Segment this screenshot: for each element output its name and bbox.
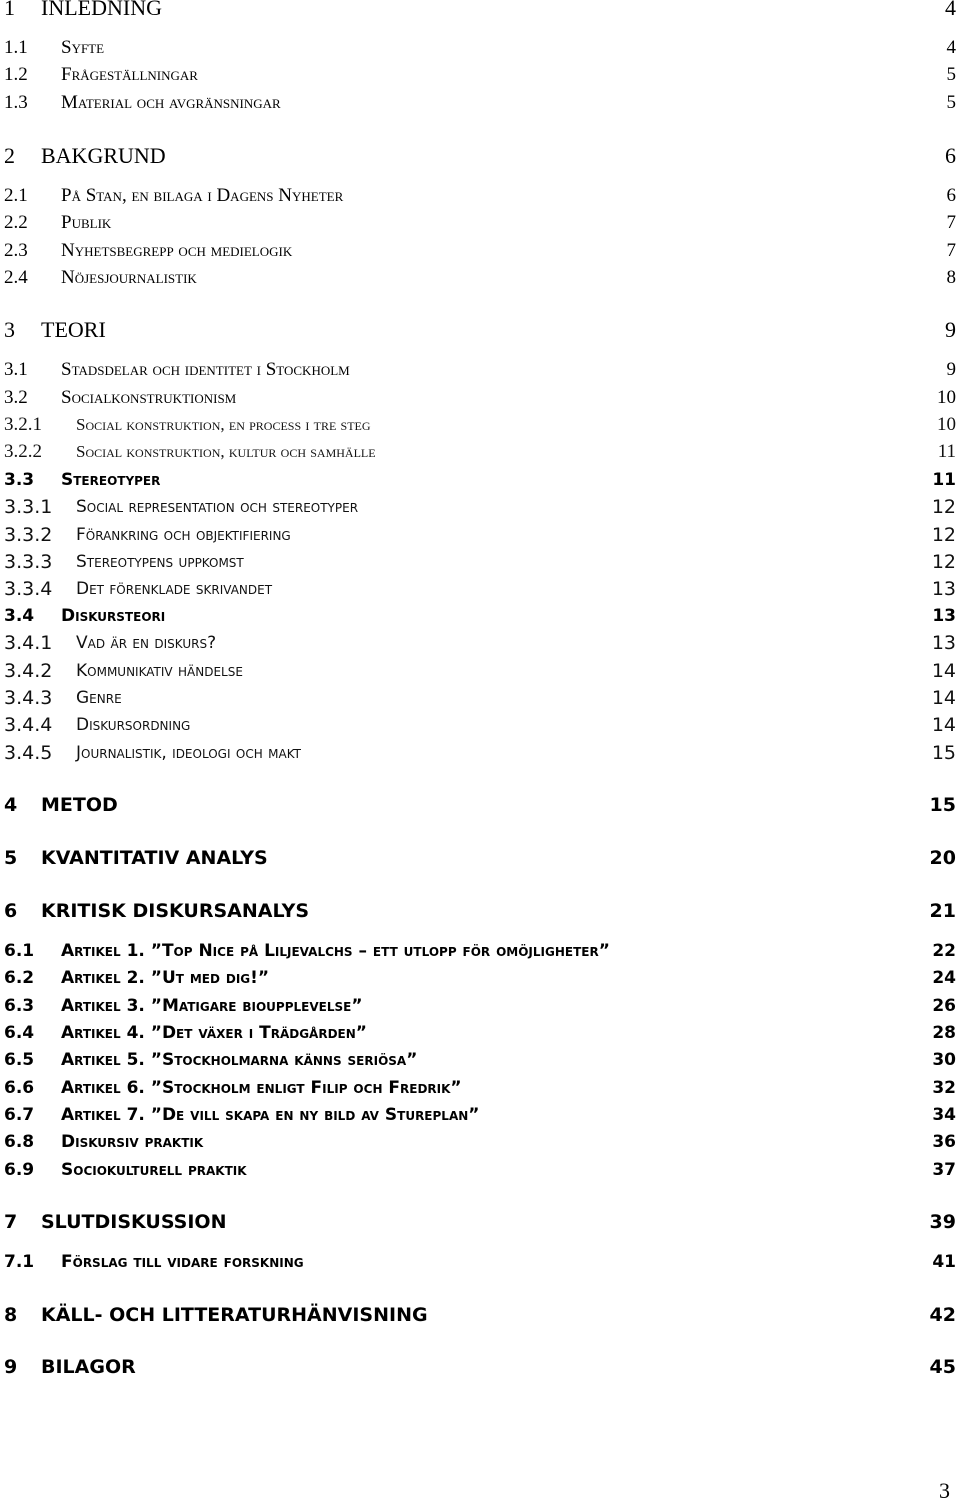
toc-entry[interactable]: [4, 465, 956, 495]
toc-page: 8: [946, 267, 956, 288]
toc-number: 6.7: [4, 1105, 35, 1125]
toc-number: 3.4.5: [4, 742, 53, 764]
toc-entry[interactable]: [4, 601, 956, 631]
toc-entry[interactable]: [4, 790, 956, 820]
toc-title: Social konstruktion, kultur och samhälle: [76, 442, 376, 461]
toc-page: 12: [931, 496, 956, 518]
toc-title: METOD: [41, 794, 118, 816]
toc-page: 20: [929, 847, 956, 869]
toc-title: Det förenklade skrivandet: [76, 579, 273, 599]
toc-number: 3.3.1: [4, 496, 53, 518]
toc-entry[interactable]: [4, 574, 956, 604]
toc-number: 8: [4, 1304, 18, 1326]
toc-number: 1.3: [4, 92, 28, 113]
toc-entry[interactable]: [4, 656, 956, 686]
toc-number: 3.3: [4, 470, 35, 490]
toc-page: 42: [929, 1304, 956, 1326]
toc-number: 3.4.3: [4, 687, 53, 709]
toc-number: 1.2: [4, 64, 28, 85]
toc-entry[interactable]: [4, 315, 956, 345]
toc-page: 39: [929, 1211, 956, 1233]
toc-title: På Stan, en bilaga i Dagens Nyheter: [61, 185, 344, 206]
toc-title: Nöjesjournalistik: [61, 267, 197, 288]
toc-title: Diskursiv praktik: [61, 1132, 204, 1152]
toc-page: 7: [946, 240, 956, 261]
toc-number: 3.4: [4, 606, 35, 626]
toc-title: Artikel 3. ”Matigare bioupplevelse”: [61, 996, 363, 1016]
toc-entry[interactable]: [4, 383, 956, 413]
toc-entry[interactable]: [4, 1018, 956, 1048]
toc-title: Genre: [76, 688, 122, 708]
toc-number: 6.4: [4, 1023, 35, 1043]
toc-title: Artikel 5. ”Stockholmarna känns seriösa”: [61, 1050, 418, 1070]
toc-page: 34: [932, 1105, 956, 1125]
toc-entry[interactable]: [4, 437, 956, 467]
toc-entry[interactable]: [4, 181, 956, 211]
toc-title: Diskursteori: [61, 606, 166, 626]
toc-entry[interactable]: [4, 1127, 956, 1157]
toc-title: Stadsdelar och identitet i Stockholm: [61, 359, 350, 380]
toc-entry[interactable]: [4, 738, 956, 768]
toc-entry[interactable]: [4, 1155, 956, 1185]
toc-page: 9: [945, 317, 956, 342]
toc-entry[interactable]: [4, 1207, 956, 1237]
toc-entry[interactable]: [4, 1352, 956, 1382]
toc-page: 7: [946, 212, 956, 233]
toc-page: 14: [931, 714, 956, 736]
toc-number: 1: [4, 0, 15, 20]
toc-number: 3: [4, 317, 15, 342]
toc-page: 4: [946, 37, 956, 58]
toc-title: Artikel 4. ”Det växer i Trädgården”: [61, 1023, 367, 1043]
toc-number: 6.1: [4, 941, 35, 961]
toc-title: Frågeställningar: [61, 64, 198, 85]
toc-entry[interactable]: [4, 963, 956, 993]
toc-page: 10: [937, 387, 956, 408]
toc-page: 6: [945, 143, 956, 168]
toc-title: KÄLL- OCH LITTERATURHÄNVISNING: [41, 1304, 428, 1326]
toc-page: 15: [929, 794, 956, 816]
toc-entry[interactable]: [4, 141, 956, 171]
toc-entry[interactable]: [4, 88, 956, 118]
toc-entry[interactable]: [4, 208, 956, 238]
toc-page: 14: [931, 687, 956, 709]
toc-title: SLUTDISKUSSION: [41, 1211, 227, 1233]
toc-page: 28: [932, 1023, 956, 1043]
toc-number: 2.2: [4, 212, 28, 233]
toc-number: 3.4.1: [4, 632, 53, 654]
toc-title: Social konstruktion, en process i tre steg: [76, 415, 371, 434]
toc-title: INLEDNING: [41, 0, 162, 20]
toc-page: 30: [932, 1050, 956, 1070]
toc-page: 9: [946, 359, 956, 380]
toc-title: Vad är en diskurs?: [76, 633, 217, 653]
toc-title: TEORI: [41, 317, 106, 342]
toc-number: 7.1: [4, 1252, 35, 1272]
toc-title: Kommunikativ händelse: [76, 661, 243, 681]
toc-page: 10: [937, 414, 956, 435]
toc-number: 6.9: [4, 1160, 35, 1180]
toc-number: 6.5: [4, 1050, 35, 1070]
toc-page: 26: [932, 996, 956, 1016]
toc-number: 2.1: [4, 185, 28, 206]
toc-entry[interactable]: [4, 896, 956, 926]
toc-page: 22: [932, 941, 956, 961]
toc-number: 3.1: [4, 359, 28, 380]
toc-title: KVANTITATIV ANALYS: [41, 847, 268, 869]
toc-entry[interactable]: [4, 991, 956, 1021]
toc-title: Socialkonstruktionism: [61, 387, 237, 408]
toc-title: Nyhetsbegrepp och medielogik: [61, 240, 293, 261]
toc-number: 3.3.4: [4, 578, 53, 600]
toc-entry[interactable]: [4, 236, 956, 266]
toc-page: 14: [931, 660, 956, 682]
toc-number: 7: [4, 1211, 18, 1233]
toc-title: Material och avgränsningar: [61, 92, 281, 113]
toc-page: 15: [931, 742, 956, 764]
toc-number: 5: [4, 847, 18, 869]
toc-number: 6.8: [4, 1132, 35, 1152]
toc-entry[interactable]: [4, 263, 956, 293]
toc-page: 32: [932, 1078, 956, 1098]
toc-page: 13: [931, 632, 956, 654]
toc-number: 3.4.2: [4, 660, 53, 682]
toc-title: Syfte: [61, 37, 105, 58]
toc-title: Stereotyper: [61, 470, 161, 490]
toc-entry[interactable]: [4, 683, 956, 713]
toc-entry[interactable]: [4, 547, 956, 577]
toc-page: 24: [932, 968, 956, 988]
toc-number: 3.2.2: [4, 441, 42, 462]
toc-title: Artikel 2. ”Ut med dig!”: [61, 968, 270, 988]
toc-page: 13: [931, 578, 956, 600]
toc-number: 2.4: [4, 267, 28, 288]
toc-entry[interactable]: [4, 60, 956, 90]
toc-title: Diskursordning: [76, 715, 191, 735]
page-number: 3: [939, 1478, 950, 1503]
toc-entry[interactable]: [4, 843, 956, 873]
toc-page: 21: [929, 900, 956, 922]
toc-entry[interactable]: [4, 492, 956, 522]
toc-number: 6.6: [4, 1078, 35, 1098]
toc-page: 37: [932, 1160, 956, 1180]
toc-page: 45: [929, 1356, 956, 1378]
toc-number: 3.3.2: [4, 524, 53, 546]
toc-title: Social representation och stereotyper: [76, 497, 359, 517]
toc-page: 5: [946, 92, 956, 113]
toc-page: 36: [932, 1132, 956, 1152]
toc-page: 11: [937, 441, 956, 462]
toc-entry[interactable]: [4, 355, 956, 385]
toc-number: 3.3.3: [4, 551, 53, 573]
toc-page: 4: [945, 0, 956, 20]
toc-number: 2.3: [4, 240, 28, 261]
toc-number: 6.3: [4, 996, 35, 1016]
toc-number: 3.2.1: [4, 414, 42, 435]
toc-number: 9: [4, 1356, 18, 1378]
toc-title: Sociokulturell praktik: [61, 1160, 247, 1180]
toc-page: 41: [932, 1252, 956, 1272]
toc-entry[interactable]: [4, 710, 956, 740]
toc-title: Artikel 1. ”Top Nice på Liljevalchs – ett utlopp för omöjligheter”: [61, 941, 610, 961]
toc-title: Artikel 6. ”Stockholm enligt Filip och Fredrik”: [61, 1078, 462, 1098]
toc-title: BAKGRUND: [41, 143, 166, 168]
toc-number: 3.2: [4, 387, 28, 408]
toc-entry[interactable]: [4, 1045, 956, 1075]
toc-entry[interactable]: [4, 0, 956, 23]
toc-page: 6: [946, 185, 956, 206]
toc-entry[interactable]: [4, 1073, 956, 1103]
toc-number: 6.2: [4, 968, 35, 988]
toc-page: 11: [932, 470, 956, 490]
toc-entry[interactable]: [4, 936, 956, 966]
toc-title: Förslag till vidare forskning: [61, 1252, 304, 1272]
toc-entry[interactable]: [4, 628, 956, 658]
toc-number: 2: [4, 143, 15, 168]
toc-page: 13: [932, 606, 956, 626]
toc-number: 6: [4, 900, 18, 922]
toc-number: 3.4.4: [4, 714, 53, 736]
toc-entry[interactable]: [4, 410, 956, 440]
toc-title: Artikel 7. ”De vill skapa en ny bild av Stureplan”: [61, 1105, 480, 1125]
toc-title: Stereotypens uppkomst: [76, 552, 244, 572]
toc-title: Publik: [61, 212, 112, 233]
toc-entry[interactable]: [4, 520, 956, 550]
toc-page: 12: [931, 551, 956, 573]
toc-title: BILAGOR: [41, 1356, 136, 1378]
toc-number: 4: [4, 794, 18, 816]
toc-entry[interactable]: [4, 1300, 956, 1330]
toc-title: KRITISK DISKURSANALYS: [41, 900, 310, 922]
toc-title: Journalistik, ideologi och makt: [76, 743, 301, 763]
toc-entry[interactable]: [4, 1100, 956, 1130]
toc-page: 12: [931, 524, 956, 546]
toc-entry[interactable]: [4, 1247, 956, 1277]
toc-title: Förankring och objektifiering: [76, 525, 291, 545]
toc-page: 5: [946, 64, 956, 85]
toc-entry[interactable]: [4, 33, 956, 63]
toc-number: 1.1: [4, 37, 28, 58]
